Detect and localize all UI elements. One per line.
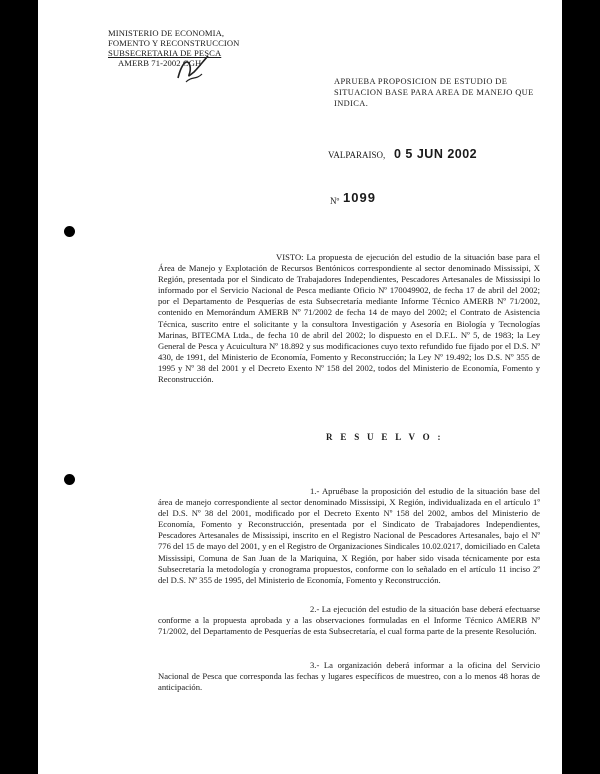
letterhead-ministry-cont: FOMENTO Y RECONSTRUCCION <box>108 38 240 48</box>
initials-signature <box>174 52 212 86</box>
resuelvo-heading: R E S U E L V O : <box>326 432 444 442</box>
visto-paragraph: VISTO: La propuesta de ejecución del estudio de la situación base para el Área de Manejo y Explotación de Recursos Bentónicos correspondiente al sector denominado Mississipi, X Región, presentada por el Sindicato de Trabajadores Independientes, Pescadores Artesanales de Mississipi lo informado por el Servicio Nacional de Pesca mediante Oficio Nº 170049902, de fecha 17 de abril del 2002; por el Departamento de Pesquerías de esta Subsecretaría mediante Informe Técnico AMERB Nº 71/2002, contenido en Memorándum AMERB Nº 71/2002 de fecha 14 de mayo del 2002; el Contrato de Asistencia Técnica, suscrito entre el solicitante y la consultora Investigación y Asesoría en Biología y Tecnologías Marinas, BITECMA Ltda., de fecha 10 de abril del 2002; lo dispuesto en el D.F.L. Nº 5, de 1983; la Ley General de Pesca y Acuicultura Nº 18.892 y sus modificaciones cuyo texto refundido fue fijado por el D.S. Nº 430, de 1991, del Ministerio de Economía, Fomento y Reconstrucción; la Ley Nº 19.492; los D.S. Nº 355 de 1995 y Nº 38 del 2001 y el Decreto Exento Nº 158 del 2002, todos del Ministerio de Economía, Fomento y Reconstrucción. <box>158 252 540 385</box>
document-page <box>38 0 562 774</box>
letterhead-subsecretaria: SUBSECRETARIA DE PESCA <box>108 48 222 58</box>
date-stamp: 0 5 JUN 2002 <box>394 147 478 161</box>
resolution-number-label: Nº <box>330 196 340 206</box>
resolution-item-3: 3.- La organización deberá informar a la oficina del Servicio Nacional de Pesca que corresponda las fechas y lugares específicos de muestreo, con a lo menos 48 horas de anticipación. <box>158 660 540 693</box>
resolution-number: 1099 <box>343 190 376 205</box>
date-city: VALPARAISO, <box>328 150 386 160</box>
resolution-item-1: 1.- Apruébase la proposición del estudio de la situación base del área de manejo correspondiente al sector denominado Mississipi, X Región, individualizada en el artículo 1º del D.S. Nº 38 del 2001, modificado por el Decreto Exento Nº 158 del 2002, ambos del Ministerio de Economía, Fomento y Reconstrucción, presentada por el Sindicato de Trabajadores Independientes, Pescadores Artesanales de Mississipi, inscrito en el Registro Nacional de Pescadores Artesanales, bajo el Nº 776 del 15 de mayo del 2001, y en el Registro de Organizaciones Sindicales 10.02.0217, domiciliado en Caleta Mississipi, Comuna de San Juan de la Mariquina, X Región, por haber sido visada técnicamente por esta Subsecretaría la metodología y cronograma propuestos, conforme con lo señalado en el artículo 11 inciso 2º del D.S. Nº 355 de 1995, del Ministerio de Economía, Fomento y Reconstrucción. <box>158 486 540 585</box>
letterhead-ministry: MINISTERIO DE ECONOMIA, <box>108 28 225 38</box>
punch-hole <box>64 474 75 485</box>
resolution-item-2: 2.- La ejecución del estudio de la situación base deberá efectuarse conforme a la propuesta aprobada y a las observaciones formuladas en el Informe Técnico AMERB Nº 71/2002, del Departamento de Pesquerías de esta Subsecretaría, el cual forma parte de la presente Resolución. <box>158 604 540 637</box>
letterhead-reference: AMERB 71-2002 CGH <box>118 58 202 68</box>
resolution-title: APRUEBA PROPOSICION DE ESTUDIO DE SITUACION BASE PARA AREA DE MANEJO QUE INDICA. <box>334 77 534 108</box>
punch-hole <box>64 226 75 237</box>
